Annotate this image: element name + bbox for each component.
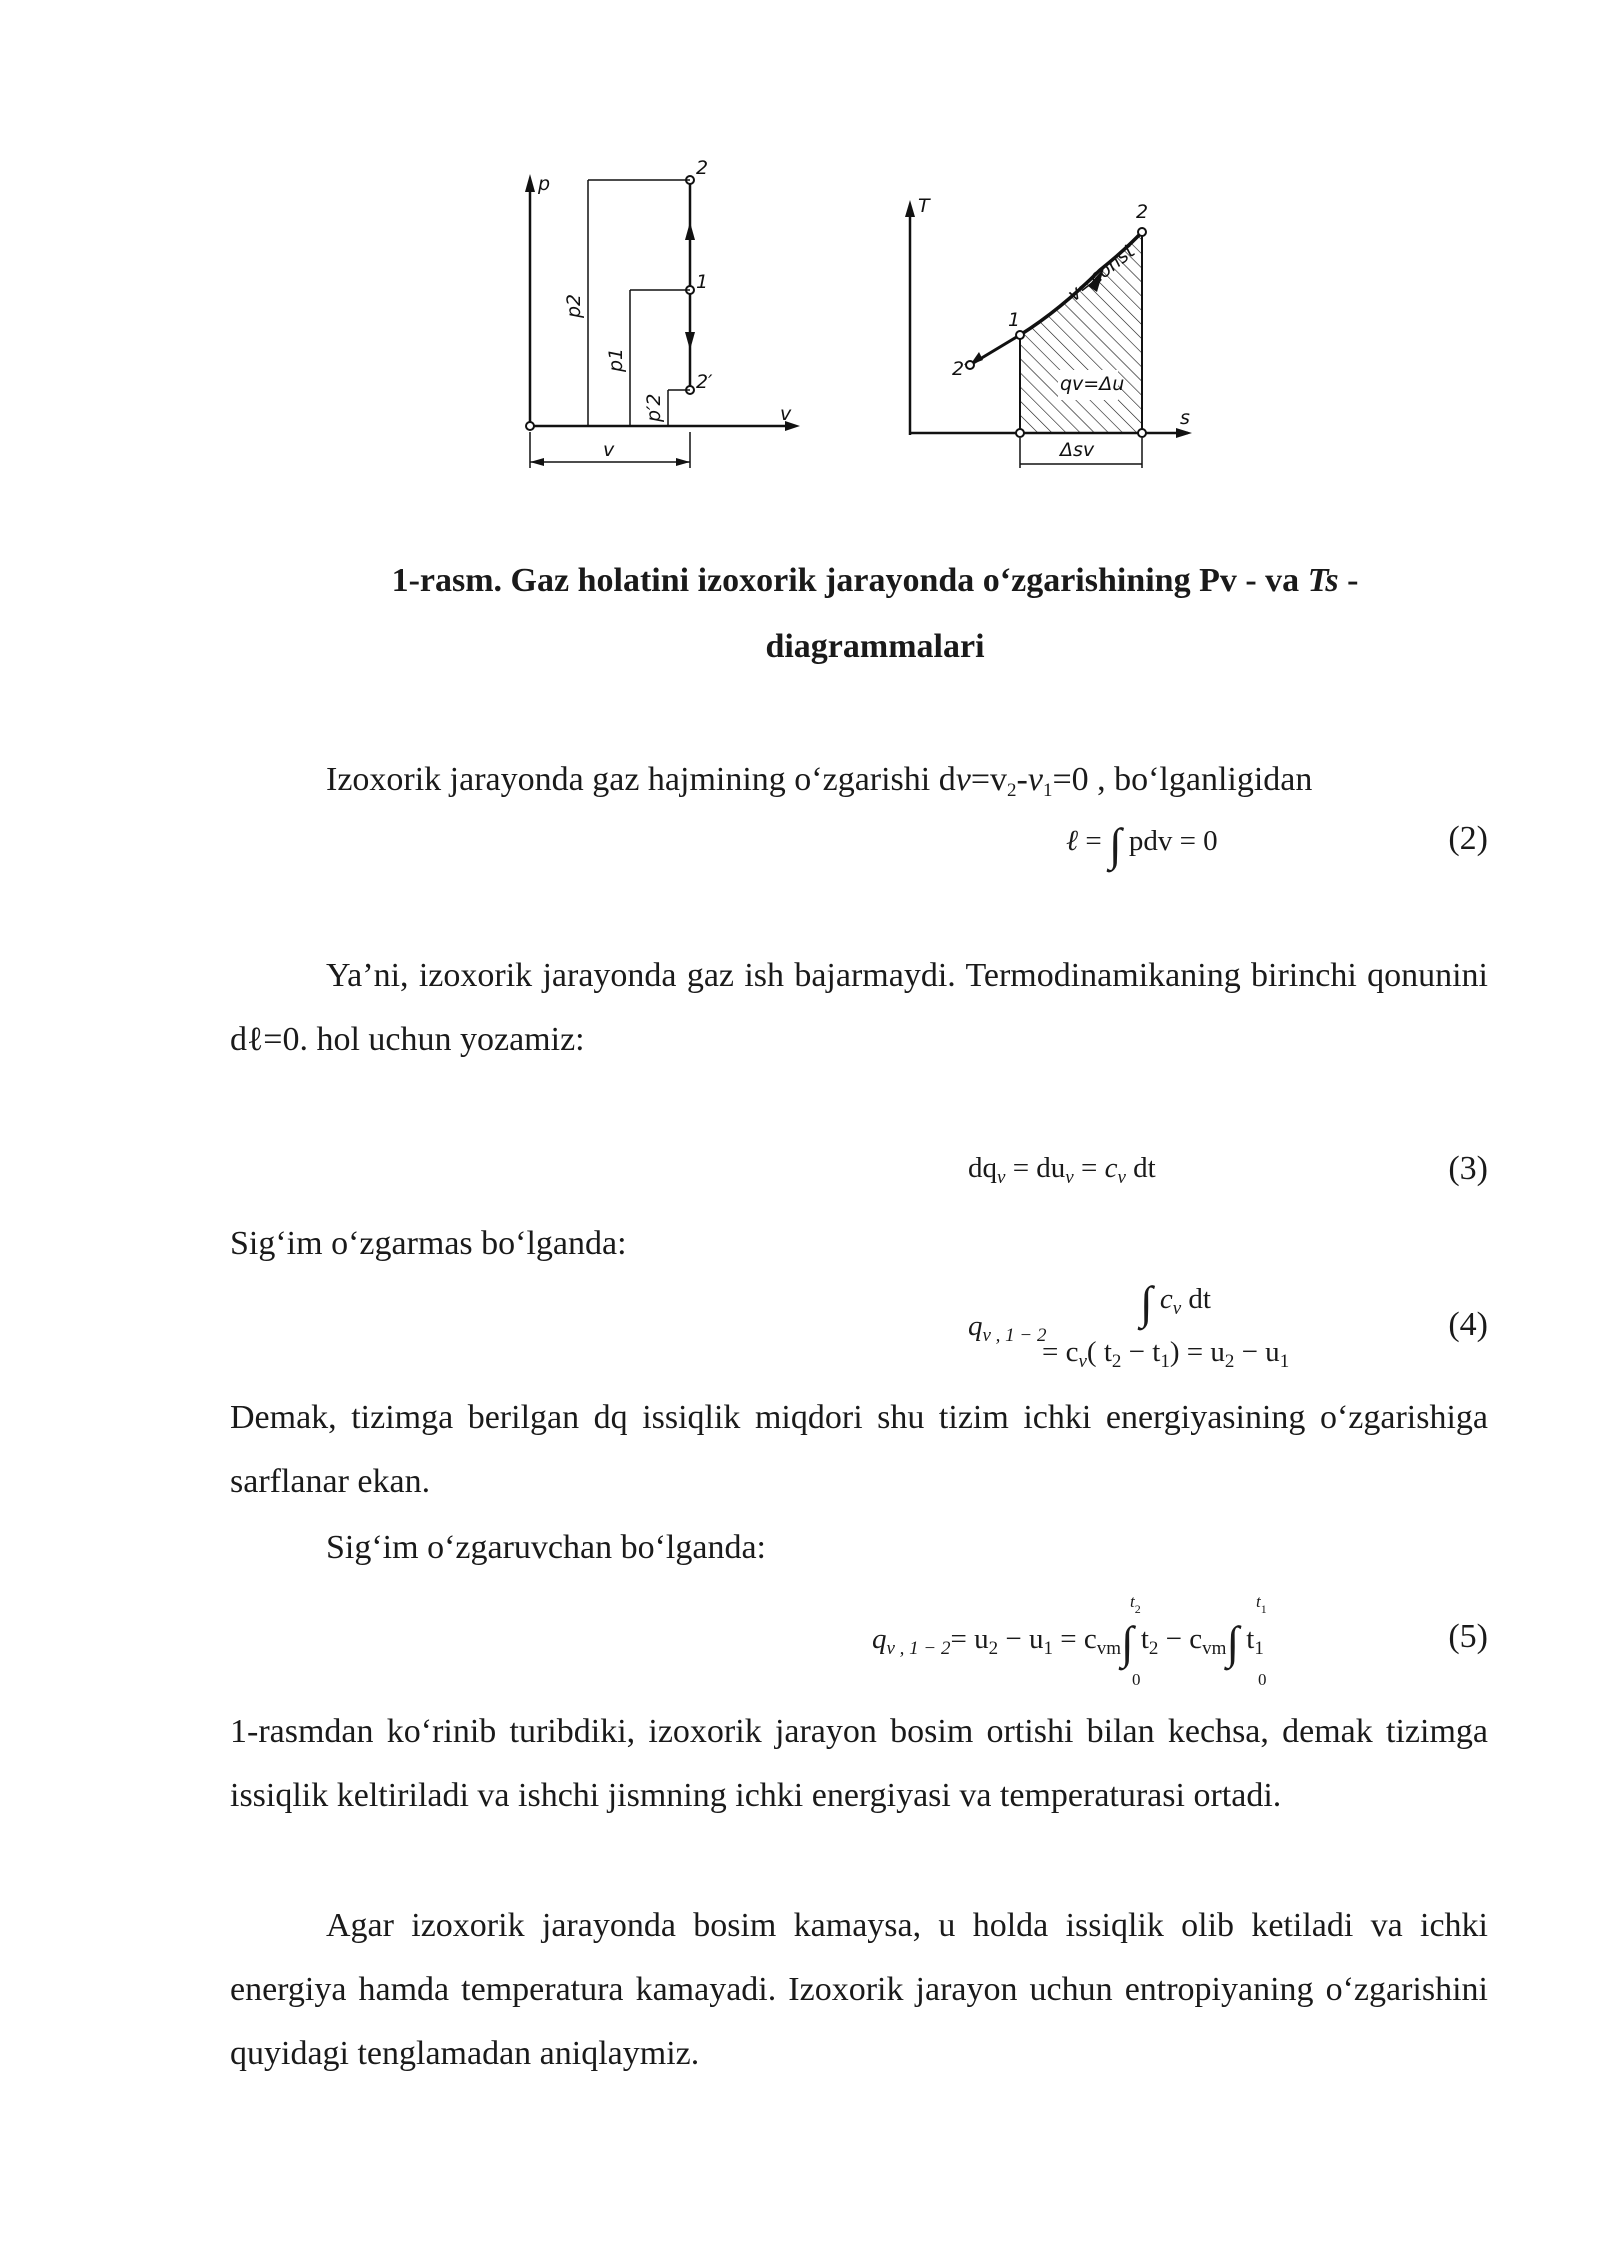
equation-5-upper-limit-1: $t_2$	[1130, 1592, 1141, 1616]
paragraph-no-work: Ya’ni, izoxorik jarayonda gaz ish bajarmaydi. Termodinamikaning birinchi qonunini dℓ=0. hol uchun yozamiz:	[230, 957, 1488, 1058]
equation-5-lower-limit-2: 0	[1258, 1670, 1267, 1689]
pv-p-label: p	[538, 173, 551, 195]
equation-4-number: (4)	[1448, 1306, 1488, 1343]
ts-point-s2	[1138, 429, 1146, 437]
equation-2: ℓ = ∫ pdv = 0	[1066, 819, 1218, 870]
pv-down-arrow	[685, 332, 695, 350]
ts-label-vconst: v=const	[1063, 240, 1140, 306]
pv-label-1: 1	[696, 271, 709, 293]
equation-2-number: (2)	[1448, 820, 1488, 857]
pv-up-arrow	[685, 222, 695, 240]
pv-label-p2: p2	[563, 293, 585, 318]
ts-T-label: T	[918, 195, 930, 217]
pv-diagram	[525, 157, 800, 468]
ts-point-s1	[1016, 429, 1024, 437]
equation-4-q: $q_{v , 1 - 2}$	[968, 1310, 1047, 1346]
caption-line-2: diagrammalari	[765, 628, 985, 665]
pv-v-label: v	[780, 403, 792, 425]
ts-point-2	[1138, 228, 1146, 236]
pv-p-axis-arrow	[525, 174, 535, 192]
ts-label-q: qv=Δu	[1060, 373, 1125, 395]
figure-diagrams	[500, 150, 1220, 480]
equation-3: $dq_v = du_v = c_v$ dt	[968, 1152, 1156, 1188]
equation-5-number: (5)	[1448, 1618, 1488, 1655]
paragraph-constant-capacity: Sig‘im o‘zgarmas bo‘lganda:	[230, 1225, 627, 1262]
pv-label-p2prime: p′2	[643, 393, 665, 422]
ts-T-axis-arrow	[905, 200, 915, 217]
paragraph-volume-change: Izoxorik jarayonda gaz hajmining o‘zgarishi $dv=v_2-v_1=0$ , bo‘lganligidan	[326, 761, 1313, 801]
equation-3-number: (3)	[1448, 1150, 1488, 1187]
ts-diagram	[905, 195, 1192, 468]
caption-line-1: 1-rasm. Gaz holatini izoxorik jarayonda o‘zgarishining Pv - va Ts -	[391, 562, 1359, 599]
figure-caption	[230, 548, 1520, 680]
paragraph-internal-energy: Demak, tizimga berilgan dq issiqlik miqdori shu tizim ichki energiyasining o‘zgarishiga sarflanar ekan.	[230, 1399, 1488, 1500]
ts-label-2prime: 2′	[952, 358, 969, 380]
equation-5-upper-limit-2: $t_1$	[1256, 1592, 1267, 1616]
ts-label-ds: Δsv	[1060, 439, 1095, 461]
equation-5-lower-limit-1: 0	[1132, 1670, 1141, 1689]
paragraph-pressure-decrease: Agar izoxorik jarayonda bosim kamaysa, u holda issiqlik olib ketiladi va ichki energiya hamda temperatura kamayadi. Izoxorik jarayon uchun entropiyaning o‘zgarishini quyidagi tenglamadan aniqlaymiz.	[230, 1907, 1488, 2072]
ts-s-axis-arrow	[1176, 428, 1192, 438]
equation-4-rhs: = $c_v$( $t_2 - t_1) = u_2 - u_1$	[1042, 1336, 1290, 1372]
pv-label-2prime: 2′	[696, 371, 713, 393]
pv-label-2: 2	[696, 157, 709, 179]
equation-5: $q_{v , 1 - 2}= u_2 - u_1 = c_{vm}\int$ $t_2 - c_{vm}\int$ $t_1$	[872, 1617, 1264, 1668]
ts-label-1: 1	[1008, 309, 1021, 331]
pv-origin-point	[526, 422, 534, 430]
pv-label-v: v	[603, 439, 615, 461]
ts-s-label: s	[1180, 407, 1190, 429]
paragraph-variable-capacity: Sig‘im o‘zgaruvchan bo‘lganda:	[326, 1529, 766, 1566]
pv-label-p1: p1	[605, 347, 627, 372]
equation-4-top: ∫ $c_v$ dt	[1140, 1277, 1211, 1328]
ts-point-1	[1016, 331, 1024, 339]
paragraph-pressure-increase: 1-rasmdan ko‘rinib turibdiki, izoxorik jarayon bosim ortishi bilan kechsa, demak tizimga issiqlik keltiriladi va ishchi jismning ichki energiyasi va temperaturasi ortadi.	[230, 1713, 1488, 1814]
ts-label-2: 2	[1136, 201, 1149, 223]
